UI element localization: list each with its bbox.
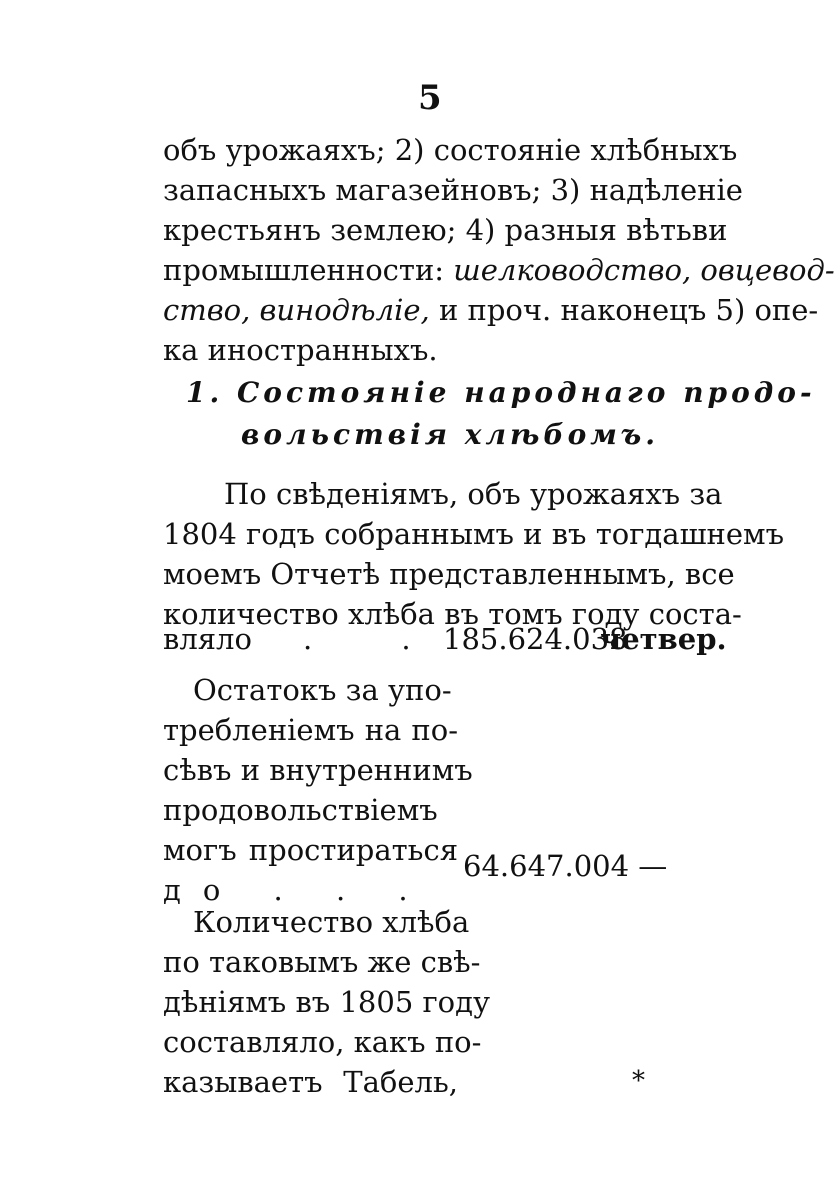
total-label: вляло [163, 622, 252, 656]
column-line: дѣніямъ въ 1805 году [163, 985, 491, 1019]
column-line: Количество хлѣба [193, 905, 470, 939]
italic-span: винодѣліе, [259, 293, 430, 327]
page-number: 5 [418, 78, 442, 118]
footer-mark: * [632, 1066, 645, 1096]
text-line [163, 250, 835, 290]
text-line: объ урожаяхъ; 2) состояніе хлѣбныхъ [163, 133, 738, 167]
text-span: промышленности: [163, 253, 445, 287]
text-line: количество хлѣба въ томъ году соста- [163, 597, 742, 631]
section-heading-line2: вольствія хлѣбомъ. [241, 418, 659, 451]
section-number: 1. [186, 376, 224, 409]
column-line: до . . . [163, 873, 430, 907]
text-span: и проч. наконецъ 5) опе- [438, 293, 819, 327]
total-value: 185.624.038 [443, 622, 628, 656]
text-line: ка иностранныхъ. [163, 333, 438, 367]
column-line: составляло, какъ по- [163, 1025, 482, 1059]
column-line: могъ простираться [163, 833, 458, 867]
text-line: моемъ Отчетѣ представленнымъ, все [163, 557, 735, 591]
italic-span: ство, [163, 293, 251, 327]
column-line: по таковымъ же свѣ- [163, 945, 481, 979]
text-line: 1804 годъ собраннымъ и въ тогдашнемъ [163, 517, 785, 551]
text-line: крестьянъ землею; 4) разныя вѣтьви [163, 213, 728, 247]
text-line: запасныхъ магазейновъ; 3) надѣленіе [163, 173, 743, 207]
column-line: казываетъ Табель, [163, 1065, 458, 1099]
heading-text: Состояніе народнаго продо- [236, 376, 816, 409]
leader-dots: . . [303, 622, 451, 656]
italic-span: шелководство, овцевод- [453, 253, 835, 287]
column-line: сѣвъ и внутреннимъ [163, 753, 473, 787]
section-heading-line1 [186, 376, 816, 409]
item-value: 64.647.004 — [463, 849, 668, 883]
total-line [163, 619, 727, 659]
text-line [163, 290, 819, 330]
column-line: Остатокъ за упо- [193, 673, 452, 707]
total-unit: четвер. [600, 622, 727, 656]
column-line: требленіемъ на по- [163, 713, 458, 747]
text-line: По свѣденіямъ, объ урожаяхъ за [224, 477, 723, 511]
column-line: продовольствіемъ [163, 793, 438, 827]
